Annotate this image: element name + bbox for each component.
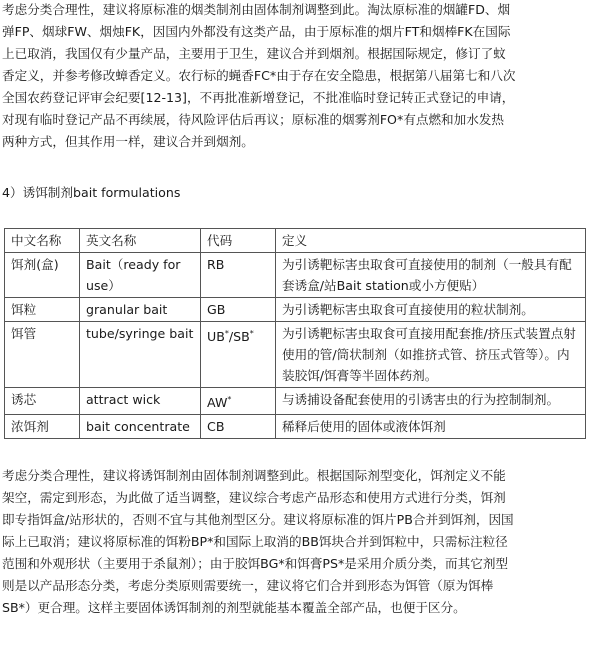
code-text: CB: [207, 419, 225, 434]
text-line: 架空，需定到形态，为此做了适当调整，建议综合考虑产品形态和使用方式进行分类，饵剂: [2, 490, 506, 505]
table-row: [5, 298, 586, 322]
cell-line: 稀释后使用的固体或液体饵剂: [282, 419, 446, 434]
cell-cn-name: 饵剂(盒): [5, 253, 80, 298]
text-line: 上已取消，我国仅有少量产品，主要用于卫生，建议合并到烟剂。根据国际规定，修订了蚊: [2, 46, 506, 61]
text-line: 对现有临时登记产品不再续展，待风险评估后再议；原标准的烟雾剂FO*有点燃和加水发热: [2, 112, 505, 127]
header-definition: 定义: [276, 229, 586, 253]
code-text-secondary: /SB: [228, 329, 250, 344]
cell-cn-name: 饵管: [5, 322, 80, 388]
bait-formulations-table: [4, 228, 586, 439]
code-superscript: *: [224, 328, 229, 338]
paragraph-bait-formulations: [0, 465, 600, 619]
code-text: RB: [207, 257, 225, 272]
cell-line: use）: [85, 278, 121, 293]
cell-en-name: [79, 388, 200, 415]
paragraph-smoke-formulations: [0, 0, 600, 153]
code-text: AW: [207, 395, 228, 410]
text-line: 则是以产品形态分类，考虑分类原则需要统一，建议将它们合并到形态为饵管（原为饵棒: [2, 578, 494, 593]
cell-en-name: [79, 322, 200, 388]
text-line: 际上已取消；建议将原标准的饵粉BP*和国际上取消的BB饵块合并到饵粒中，只需标注粒径: [2, 534, 508, 549]
header-code: 代码: [201, 229, 276, 253]
code-superscript: *: [227, 394, 232, 404]
cell-code: [201, 298, 276, 322]
table-row: [5, 415, 586, 439]
header-cn-name: 中文名称: [5, 229, 80, 253]
text-line: 两种方式，但其作用一样，建议合并到烟剂。: [2, 134, 254, 149]
cell-line: attract wick: [85, 392, 161, 407]
cell-en-name: [79, 415, 200, 439]
text-line: SB*）更合理。这样主要固体诱饵制剂的剂型就能基本覆盖全部产品，也便于区分。: [2, 600, 466, 615]
cell-line: 与诱捕设备配套使用的引诱害虫的行为控制制剂。: [282, 392, 560, 407]
cell-definition: [276, 322, 586, 388]
cell-line: granular bait: [85, 302, 168, 317]
text-line: 弹FP、烟球FW、烟烛FK，因国内外都没有这类产品，由于原标准的烟片FT和烟棒FK在国际: [2, 24, 511, 39]
cell-line: bait concentrate: [85, 419, 190, 434]
cell-definition: [276, 298, 586, 322]
table-row: [5, 322, 586, 388]
cell-line: 为引诱靶标害虫取食可直接使用的制剂（一般具有配: [282, 257, 572, 272]
cell-code: [201, 253, 276, 298]
cell-cn-name: 饵粒: [5, 298, 80, 322]
cell-line: 为引诱靶标害虫取食可直接使用的粒状制剂。: [282, 302, 534, 317]
header-en-name: 英文名称: [79, 229, 200, 253]
cell-cn-name: 浓饵剂: [5, 415, 80, 439]
cell-definition: [276, 253, 586, 298]
cell-code: [201, 388, 276, 415]
text-line: 范围和外观形状（主要用于杀鼠剂）；由于胶饵BG*和饵膏PS*是采用介质分类，而其它剂型: [2, 556, 509, 571]
text-line: 即专指饵盒/站形状的，否则不宜与其他剂型区分。建议将原标准的饵片PB合并到饵剂，因国: [2, 512, 514, 527]
cell-line: 装胶饵/饵膏等半固体药剂。: [282, 368, 438, 383]
text-line: 考虑分类合理性，建议将诱饵制剂由固体制剂调整到此。根据国际剂型变化，饵剂定义不能: [2, 468, 506, 483]
cell-definition: [276, 415, 586, 439]
cell-en-name: [79, 253, 200, 298]
text-line: 考虑分类合理性，建议将原标准的烟类制剂由固体制剂调整到此。淘汰原标准的烟罐FD、烟: [2, 2, 511, 17]
section-heading: 4）诱饵制剂bait formulations: [2, 185, 181, 200]
cell-code: [201, 415, 276, 439]
cell-line: tube/syringe bait: [85, 326, 194, 341]
cell-line: 使用的管/筒状制剂（如推挤式管、挤压式管等）。内: [282, 347, 570, 362]
cell-line: Bait（ready for: [85, 257, 181, 272]
text-line: 全国农药登记评审会纪要[12-13]，不再批准新增登记，不批准临时登记转正式登记的申请，: [2, 90, 515, 105]
cell-cn-name: 诱芯: [5, 388, 80, 415]
code-superscript: *: [249, 328, 254, 338]
cell-definition: [276, 388, 586, 415]
code-text: UB: [207, 329, 225, 344]
cell-line: 套诱盒/站Bait station或小方便贴）: [282, 278, 485, 293]
table-header-row: [5, 229, 586, 253]
table-row: [5, 253, 586, 298]
cell-en-name: [79, 298, 200, 322]
cell-line: 为引诱靶标害虫取食可直接用配套推/挤压式装置点射: [282, 326, 576, 341]
cell-code: [201, 322, 276, 388]
text-line: 香定义，并参考修改蟑香定义。农行标的蝇香FC*由于存在安全隐患，根据第八届第七和八次: [2, 68, 516, 83]
table-row: [5, 388, 586, 415]
code-text: GB: [207, 302, 226, 317]
